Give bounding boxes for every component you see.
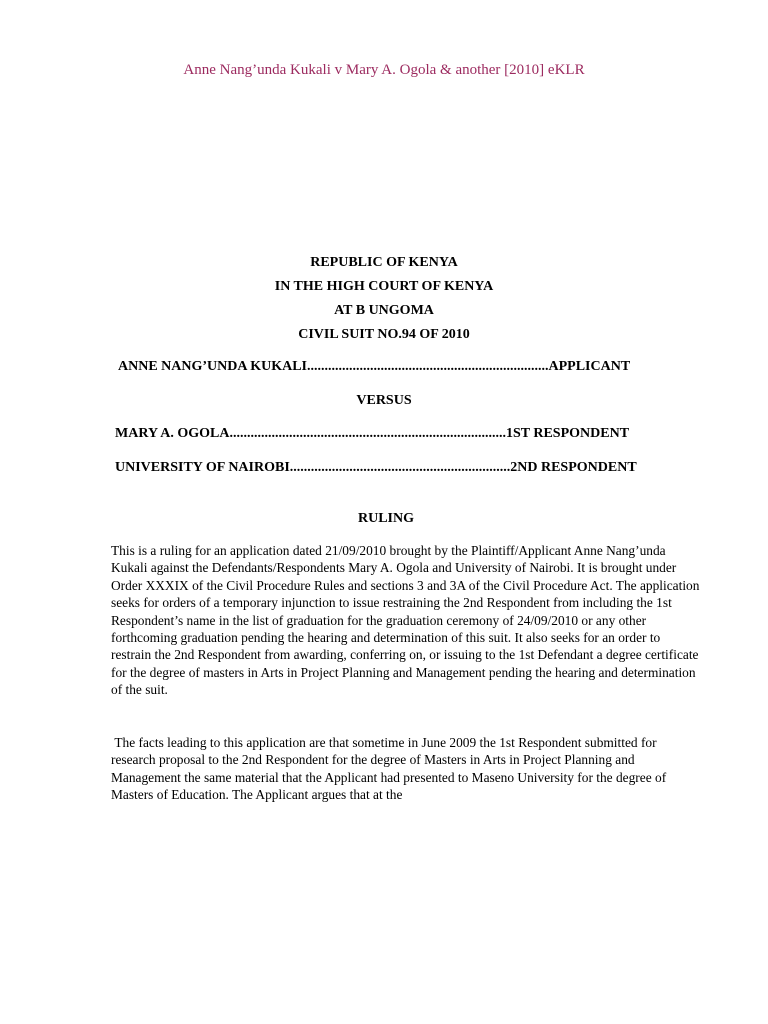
ruling-heading: RULING xyxy=(357,511,414,526)
party-second-respondent: UNIVERSITY OF NAIROBI...............................................................2ND RESPONDENT xyxy=(115,460,637,475)
case-title: Anne Nang’unda Kukali v Mary A. Ogola & another [2010] eKLR xyxy=(183,62,585,78)
heading-court: IN THE HIGH COURT OF KENYA xyxy=(274,279,494,294)
heading-republic: REPUBLIC OF KENYA xyxy=(310,255,458,270)
ruling-paragraph: This is a ruling for an application dated 21/09/2010 brought by the Plaintiff/Applicant Anne Nang’unda Kukali against the Defendants/Respondents Mary A. Ogola and University of Nairobi. It is brought under Order XXXIX of the Civil Procedure Rules and sections 3 and 3A of the Civil Procedure Act. The application seeks for orders of a temporary injunction to issue restraining the 2nd Respondent from including the 1st Respondent’s name in the list of graduation for the graduation ceremony of 24/09/2010 or any other forthcoming graduation pending the hearing and determination of this suit. It also seeks for an order to restrain the 2nd Respondent from awarding, conferring on, or issuing to the 1st Defendant a degree certificate for the degree of masters in Arts in Project Planning and Management pending the hearing and determination of the suit. xyxy=(111,543,700,698)
party-first-respondent: MARY A. OGOLA...............................................................................1ST RESPONDENT xyxy=(115,426,630,441)
court-heading xyxy=(0,254,768,350)
versus-label: VERSUS xyxy=(356,393,412,408)
facts-paragraph: The facts leading to this application are that sometime in June 2009 the 1st Respondent submitted for research proposal to the 2nd Respondent for the degree of Masters in Arts in Project Planning and Management the same material that the Applicant had presented to Maseno University for the degree of Masters of Education. The Applicant argues that at the xyxy=(111,735,670,803)
party-applicant: ANNE NANG’UNDA KUKALI.....................................................................APPLICANT xyxy=(118,359,631,374)
heading-location: AT B UNGOMA xyxy=(334,303,434,318)
heading-suit-number: CIVIL SUIT NO.94 OF 2010 xyxy=(298,327,470,342)
